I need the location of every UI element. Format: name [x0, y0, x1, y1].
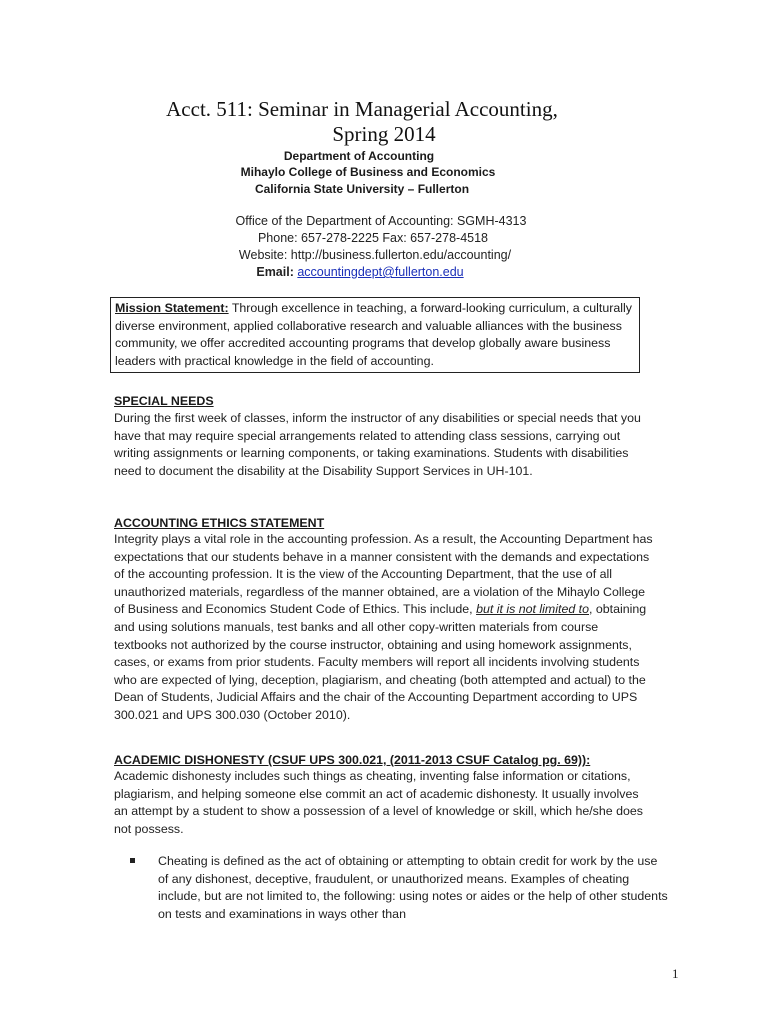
email-label: Email:: [256, 265, 294, 279]
title-line-1: Acct. 511: Seminar in Managerial Accounting,: [166, 97, 558, 121]
office-location: Office of the Department of Accounting: SGMH-4313: [235, 214, 527, 228]
department-name: Department of Accounting: [283, 149, 435, 163]
dishonesty-heading: ACADEMIC DISHONESTY (CSUF UPS 300.021, (2011-2013 CSUF Catalog pg. 69)):: [114, 753, 591, 767]
ethics-text-end: , obtaining and using solutions manuals, test banks and all other copy-written materials from course textbooks not authorized by the course instructor, obtaining and using homework assignments, cases, or exams from prior students. Faculty members will report all incidents involving students who are expected of lying, deception, plagiarism, and cheating (both attempted and actual) to the Dean of Students, Judicial Affairs and the chair of the Accounting Department according to UPS 300.021 and UPS 300.030 (October 2010).: [114, 602, 647, 722]
dishonesty-text: Academic dishonesty includes such things as cheating, inventing false information or citations, plagiarism, and helping someone else commit an act of academic dishonesty. It usually involves an attempt by a student to show a possession of a level of knowledge or skill, which he/she does not possess.: [114, 769, 643, 836]
mission-text: Through excellence in teaching, a forward-looking curriculum, a culturally diverse environment, applied collaborative research and valuable alliances with the business community, we offer accredited accounting programs that develop globally aware business leaders with practical knowledge in the field of accounting.: [115, 301, 632, 368]
ethics-text-emphasis: but it is not limited to: [476, 602, 590, 617]
bullet-icon: [130, 858, 135, 863]
special-needs-heading: SPECIAL NEEDS: [114, 394, 214, 408]
email-link[interactable]: accountingdept@fullerton.edu: [297, 265, 464, 279]
mission-label: Mission Statement:: [115, 301, 229, 315]
ethics-text: [114, 531, 654, 725]
ethics-heading: ACCOUNTING ETHICS STATEMENT: [114, 516, 325, 530]
page-number: 1: [672, 966, 679, 981]
college-name: Mihaylo College of Business and Economics: [240, 165, 496, 179]
title-line-2: Spring 2014: [332, 122, 436, 146]
special-needs-text: During the first week of classes, inform the instructor of any disabilities or special needs that you have that may require special arrangements related to attending class sessions, carrying out writing assignments or learning components, or taking examinations. Students with disabilities need to document the disability at the Disability Support Services in UH-101.: [114, 411, 641, 478]
website-line: Website: http://business.fullerton.edu/accounting/: [238, 248, 512, 262]
ethics-text-start: Integrity plays a vital role in the accounting profession. As a result, the Accounting Department has expectations that our students behave in a manner consistent with the demands and expectations of the accounting profession. It is the view of the Accounting Department, that the use of all unauthorized materials, regardless of the manner obtained, are a violation of the Mihaylo College of Business and Economics Student Code of Ethics. This include,: [114, 532, 653, 617]
phone-fax: Phone: 657-278-2225 Fax: 657-278-4518: [257, 231, 489, 245]
university-name: California State University – Fullerton: [254, 182, 470, 196]
mission-statement-box: [110, 297, 640, 373]
email-line: [0, 263, 720, 281]
cheating-definition: Cheating is defined as the act of obtaining or attempting to obtain credit for work by the use of any dishonest, deceptive, fraudulent, or unauthorized means. Examples of cheating include, but are not limited to, the following: using notes or aides or the help of other students on tests and examinations in ways other than: [158, 854, 668, 921]
